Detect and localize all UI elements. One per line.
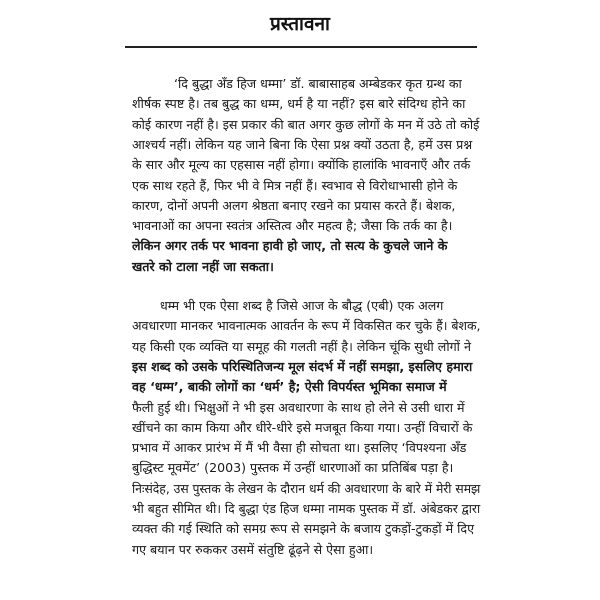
paragraph-2-line: प्रभाव में आकर प्रारंभ में मैं भी वैसा ही सोचता था। इसलिए ‘विपश्यना अँड [132, 440, 467, 456]
paragraph-2-line: यह किसी एक व्यक्ति या समूह की गलती नहीं है। लेकिन चूंकि सुधी लोगों ने [132, 338, 471, 354]
paragraph-2-line: फैली हुई थी। भिक्षुओं ने भी इस अवधारणा के साथ हो लेने से उसी धारा में [132, 399, 465, 415]
paragraph-1-line: ‘दि बुद्धा अँड हिज धम्मा’ डॉ. बाबासाहब अम्बेडकर कृत ग्रन्थ का [174, 76, 462, 91]
paragraph-1-line: खतरे को टाला नहीं जा सकता। [132, 258, 274, 274]
paragraph-2-line: गए बयान पर रुककर उसमें संतुष्टि ढूंढ़ने से ऐसा हुआ। [132, 541, 374, 557]
paragraph-2-line: धम्म भी एक ऐसा शब्द है जिसे आज के बौद्ध (एबी) एक अलग [160, 298, 444, 313]
page-title: प्रस्तावना [270, 13, 330, 35]
paragraph-1-line: लेकिन अगर तर्क पर भावना हावी हो जाए, तो सत्य के कुचले जाने के [132, 238, 448, 254]
paragraph-1-line: शीर्षक स्पष्ट है। तब बुद्ध का धम्म, धर्म है या नहीं? इस बारे संदिग्ध होने का [132, 96, 466, 112]
paragraph-1-line: एक साथ रहते हैं, फिर भी वे मित्र नहीं हैं। स्वभाव से विरोधाभासी होने के [132, 177, 458, 193]
paragraph-1-line: आश्चर्य नहीं। लेकिन यह जाने बिना कि ऐसा प्रश्न क्यों उठता है, हमें उस प्रश्न [132, 136, 473, 152]
paragraph-2-line: बुद्धिस्ट मूवमेंट’ (2003) पुस्तक में उन्हीं धारणाओं का प्रतिबिंब पड़ा है। [132, 460, 454, 476]
paragraph-1-line: कारण, दोनों अपनी अलग श्रेष्ठता बनाए रखने का प्रयास करते हैं। बेशक, [132, 197, 456, 213]
paragraph-1-line: भावनाओं का अपना स्वतंत्र अस्तित्व और महत्व है; जैसा कि तर्क का है। [132, 218, 453, 234]
paragraph-2-line: भी बहुत सीमित थी। दि बुद्धा एंड हिज धम्मा नामक पुस्तक में डॉ. अंबेडकर द्वारा [132, 501, 481, 516]
paragraph-1-line: के सार और मूल्य का एहसास नहीं होगा। क्योंकि हालांकि भावनाएँ और तर्क [132, 157, 471, 173]
paragraph-1-line: कोई कारण नहीं है। इस प्रकार की बात अगर कुछ लोगों के मन में उठे तो कोई [132, 116, 480, 132]
paragraph-2-line: इस शब्द को उसके परिस्थितिजन्य मूल संदर्भ में नहीं समझा, इसलिए हमारा [132, 358, 473, 374]
paragraph-2-line: निःसंदेह, उस पुस्तक के लेखन के दौरान धर्म की अवधारणा के बारे में मेरी समझ [132, 480, 481, 496]
paragraph-2-line: खींचने का काम किया और धीरे-धीरे इसे मजबूत किया गया। उन्हीं विचारों के [132, 419, 473, 435]
title-divider [125, 46, 477, 48]
paragraph-2-line: अवधारणा मानकर भावनात्मक आवर्तन के रूप में विकसित कर चुके हैं। बेशक, [132, 318, 481, 334]
paragraph-2-line: वह ‘धम्म’, बाकी लोगों का ‘धर्म’ है; ऐसी विपर्यस्त भूमिका समाज में [132, 379, 447, 395]
paragraph-2-line: व्यक्त की गई स्थिति को समग्र रूप से समझने के बजाय टुकड़ों-टुकड़ों में दिए [132, 521, 475, 537]
